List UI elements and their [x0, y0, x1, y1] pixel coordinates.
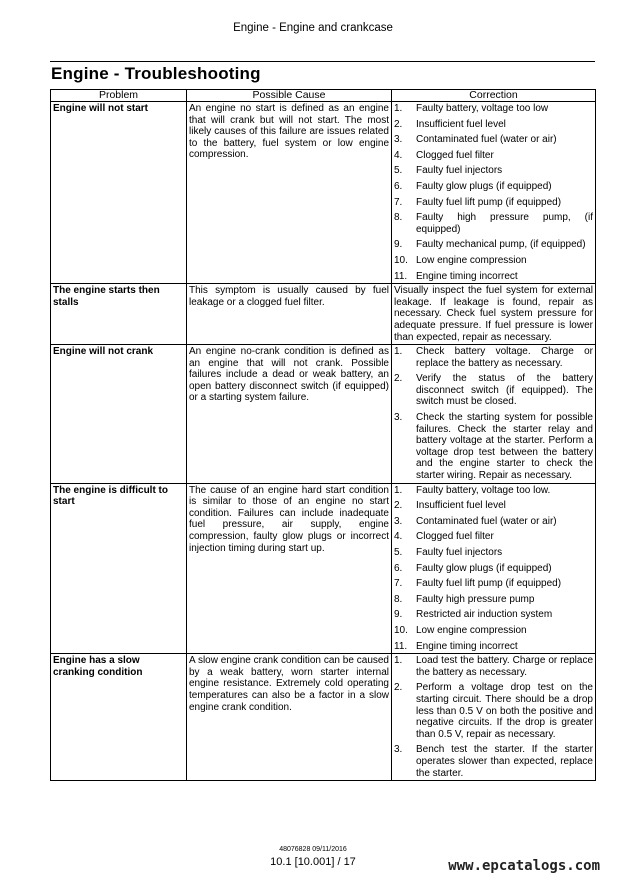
page-number: 10.1 [10.001] / 17 [270, 856, 356, 868]
correction-number: 2. [394, 373, 403, 385]
correction-item [394, 609, 593, 621]
correction-text: Load test the battery. Charge or replace the battery as necessary. [416, 655, 593, 678]
correction-number: 3. [394, 515, 403, 527]
correction-number: 1. [394, 484, 403, 496]
table-row [51, 483, 596, 654]
correction-text: Insufficient fuel level [416, 500, 506, 512]
correction-number: 10. [394, 254, 408, 266]
correction-number: 2. [394, 118, 403, 130]
correction-list [394, 346, 593, 482]
correction-text: Perform a voltage drop test on the starting circuit. There should be a drop less than 0.5 V on both the positive and negative circuits. If the drop is greater than 0.5 V, repair as necessary. [416, 682, 593, 740]
correction-item [394, 103, 593, 115]
page-title: Engine - Troubleshooting [51, 64, 261, 83]
correction-number: 1. [394, 103, 403, 114]
correction-list [394, 103, 593, 282]
correction-item [394, 500, 593, 512]
correction-cell [392, 483, 596, 654]
correction-item [394, 150, 593, 162]
cause-cell: The cause of an engine hard start condition is similar to those of an engine no start condition. Failures can include inadequate fuel pressure, air supply, engine compression, faulty glow plugs or incorrect injection timing during start up. [187, 483, 392, 654]
correction-item [394, 197, 593, 209]
correction-cell [392, 345, 596, 484]
cause-cell: An engine no start is defined as an engine that will crank but will not start. The most likely causes of this failure are issues related to the battery, fuel system or low engine compression. [187, 102, 392, 284]
correction-item [394, 744, 593, 779]
correction-item [394, 625, 593, 637]
correction-text: Engine timing incorrect [416, 270, 518, 282]
correction-text: Clogged fuel filter [416, 149, 494, 161]
watermark-text: www.epcatalogs.com [448, 858, 600, 874]
correction-item [394, 212, 593, 235]
correction-text: Faulty battery, voltage too low. [416, 484, 551, 496]
correction-number: 1. [394, 346, 403, 358]
column-header-correction: Correction [392, 90, 596, 102]
cause-cell: This symptom is usually caused by fuel leakage or a clogged fuel filter. [187, 284, 392, 345]
problem-cell: The engine starts then stalls [51, 284, 187, 345]
correction-item [394, 682, 593, 740]
correction-text: Contaminated fuel (water or air) [416, 515, 557, 527]
correction-number: 6. [394, 180, 403, 192]
correction-number: 5. [394, 165, 403, 177]
correction-text: Low engine compression [416, 254, 527, 266]
correction-number: 11. [394, 640, 408, 652]
correction-number: 2. [394, 500, 403, 512]
correction-number: 11. [394, 270, 408, 282]
problem-cell: Engine will not start [51, 102, 187, 284]
correction-number: 8. [394, 212, 403, 224]
correction-text: Check the starting system for possible failures. Check the starter relay and battery voltage at the starter. Perform a voltage drop test between the battery and the engine starter to check the starter wiring. Repair as necessary. [416, 412, 593, 482]
correction-item [394, 346, 593, 369]
correction-cell [392, 654, 596, 781]
correction-item [394, 516, 593, 528]
correction-item [394, 165, 593, 177]
correction-item [394, 547, 593, 559]
correction-number: 8. [394, 593, 403, 605]
column-header-possible-cause: Possible Cause [187, 90, 392, 102]
correction-text: Visually inspect the fuel system for external leakage. If leakage is found, repair as necessary. Check fuel system pressure for adequate pressure. If fuel pressure is lower than expected, repair as necessary. [394, 285, 593, 343]
correction-number: 1. [394, 655, 403, 667]
correction-text: Restricted air induction system [416, 609, 553, 621]
correction-number: 7. [394, 578, 403, 590]
correction-list [394, 485, 593, 653]
correction-text: Faulty glow plugs (if equipped) [416, 180, 552, 192]
header-rule [50, 61, 595, 62]
correction-text: Faulty high pressure pump, (if equipped) [416, 212, 593, 235]
troubleshooting-table [50, 89, 596, 781]
correction-number: 4. [394, 149, 403, 161]
correction-text: Contaminated fuel (water or air) [416, 134, 557, 146]
correction-number: 3. [394, 412, 403, 424]
problem-cell: Engine has a slow cranking condition [51, 654, 187, 781]
correction-number: 7. [394, 196, 403, 208]
correction-text: Low engine compression [416, 624, 527, 636]
correction-item [394, 655, 593, 678]
correction-text: Check battery voltage. Charge or replace the battery as necessary. [416, 346, 593, 369]
correction-item [394, 412, 593, 482]
problem-cell: The engine is difficult to start [51, 483, 187, 654]
correction-list [394, 655, 593, 779]
correction-text: Faulty fuel lift pump (if equipped) [416, 578, 562, 590]
correction-number: 9. [394, 239, 403, 251]
correction-text: Faulty battery, voltage too low [416, 103, 549, 114]
cause-cell: An engine no-crank condition is defined as an engine that will not crank. Possible failures include a dead or weak battery, an open battery disconnect switch (if equipped) or a starting system failure. [187, 345, 392, 484]
correction-text: Verify the status of the battery disconnect switch (if equipped). The switch must be closed. [416, 373, 593, 408]
correction-number: 10. [394, 624, 408, 636]
correction-number: 3. [394, 134, 403, 146]
correction-item [394, 239, 593, 251]
correction-number: 3. [394, 744, 403, 756]
column-header-problem: Problem [51, 90, 187, 102]
problem-cell: Engine will not crank [51, 345, 187, 484]
correction-number: 5. [394, 547, 403, 558]
table-header-row [51, 90, 596, 102]
cause-cell: A slow engine crank condition can be caused by a weak battery, worn starter internal engine resistance. Extremely cold operating temperatures can also be a factor in a slow engine crank condition. [187, 654, 392, 781]
correction-number: 6. [394, 562, 403, 574]
correction-item [394, 531, 593, 543]
correction-text: Faulty high pressure pump [416, 593, 535, 605]
correction-text: Faulty fuel injectors [416, 547, 503, 558]
correction-text: Faulty mechanical pump, (if equipped) [416, 239, 586, 251]
correction-item [394, 271, 593, 283]
correction-item [394, 563, 593, 575]
correction-text: Engine timing incorrect [416, 640, 518, 652]
correction-number: 2. [394, 682, 403, 694]
correction-number: 4. [394, 531, 403, 543]
table-row [51, 102, 596, 284]
correction-text: Faulty fuel lift pump (if equipped) [416, 196, 562, 208]
correction-item [394, 119, 593, 131]
correction-cell [392, 284, 596, 345]
correction-text: Faulty glow plugs (if equipped) [416, 562, 552, 574]
table-row [51, 654, 596, 781]
correction-item [394, 255, 593, 267]
table-row [51, 284, 596, 345]
correction-text: Bench test the starter. If the starter operates slower than expected, replace the starter. [416, 744, 593, 779]
correction-item [394, 578, 593, 590]
correction-number: 9. [394, 609, 403, 621]
correction-text: Faulty fuel injectors [416, 165, 503, 177]
correction-text: Insufficient fuel level [416, 118, 506, 130]
correction-item [394, 373, 593, 408]
correction-cell [392, 102, 596, 284]
correction-text: Clogged fuel filter [416, 531, 494, 543]
correction-item [394, 594, 593, 606]
document-code: 48076828 09/11/2016 [279, 846, 347, 853]
page-header-title: Engine - Engine and crankcase [233, 22, 393, 34]
table-row [51, 345, 596, 484]
correction-item [394, 641, 593, 653]
correction-item [394, 181, 593, 193]
correction-item [394, 485, 593, 497]
correction-item [394, 134, 593, 146]
